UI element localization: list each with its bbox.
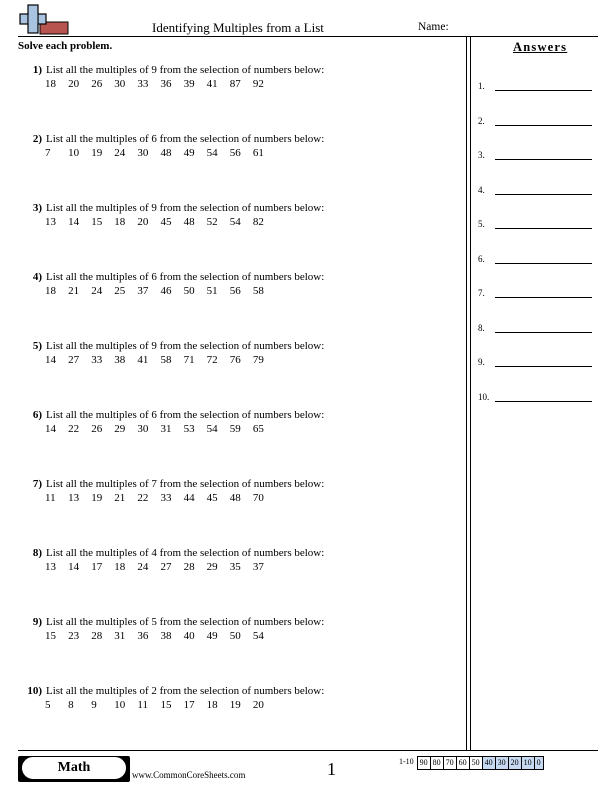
selection-number: 14: [45, 423, 56, 435]
problem-question: List all the multiples of 5 from the selection of numbers below:: [46, 616, 325, 628]
selection-number: 7: [45, 147, 51, 159]
selection-number: 30: [137, 147, 149, 159]
selection-number: 33: [91, 354, 103, 366]
selection-number: 71: [183, 354, 195, 366]
selection-number: 24: [91, 285, 103, 297]
selection-number: 25: [114, 285, 126, 297]
selection-number: 54: [206, 147, 218, 159]
selection-number: 17: [183, 699, 195, 711]
site-url: www.CommonCoreSheets.com: [132, 770, 246, 780]
selection-number: 31: [160, 423, 172, 435]
selection-number: 56: [229, 285, 241, 297]
selection-number: 56: [229, 147, 241, 159]
selection-number: 13: [45, 561, 56, 573]
selection-number: 24: [137, 561, 149, 573]
selection-number: 70: [252, 492, 264, 504]
problem-question: List all the multiples of 2 from the selection of numbers below:: [46, 685, 325, 697]
problem-question: List all the multiples of 6 from the selection of numbers below:: [46, 409, 325, 421]
instructions: Solve each problem.: [18, 40, 113, 52]
problem-number: 9): [32, 616, 42, 628]
selection-number: 87: [229, 78, 241, 90]
problem-number: 1): [32, 64, 42, 76]
selection-number: 10: [68, 147, 80, 159]
selection-number: 27: [160, 561, 172, 573]
selection-number: 8: [68, 699, 74, 711]
selection-number: 15: [91, 216, 103, 228]
selection-number: 39: [183, 78, 195, 90]
score-cell: 90: [417, 756, 431, 770]
score-range-label: 1-10: [399, 757, 414, 766]
selection-number: 59: [229, 423, 241, 435]
answer-number: 7.: [478, 288, 485, 298]
selection-number: 36: [137, 630, 149, 642]
answer-row: [478, 390, 596, 404]
selection-number: 24: [114, 147, 126, 159]
number-selection: [45, 561, 276, 573]
selection-number: 40: [183, 630, 195, 642]
selection-number: 28: [183, 561, 195, 573]
number-selection: [45, 78, 276, 90]
answer-blank[interactable]: [495, 90, 592, 91]
selection-number: 41: [206, 78, 218, 90]
selection-number: 48: [160, 147, 172, 159]
answer-number: 10.: [478, 392, 490, 402]
answer-blank[interactable]: [495, 401, 592, 402]
answer-row: [478, 252, 596, 266]
page-number: 1: [327, 759, 336, 779]
selection-number: 19: [91, 492, 103, 504]
selection-number: 61: [252, 147, 264, 159]
answer-row: [478, 148, 596, 162]
selection-number: 26: [91, 78, 103, 90]
selection-number: 15: [160, 699, 172, 711]
problem-question: List all the multiples of 6 from the selection of numbers below:: [46, 133, 325, 145]
selection-number: 14: [45, 354, 56, 366]
selection-number: 21: [68, 285, 80, 297]
selection-number: 18: [114, 561, 126, 573]
answer-number: 8.: [478, 323, 485, 333]
selection-number: 19: [91, 147, 103, 159]
answer-number: 9.: [478, 357, 485, 367]
selection-number: 48: [183, 216, 195, 228]
selection-number: 54: [252, 630, 264, 642]
problem-question: List all the multiples of 6 from the selection of numbers below:: [46, 271, 325, 283]
number-selection: [45, 699, 276, 711]
selection-number: 44: [183, 492, 195, 504]
answer-blank[interactable]: [495, 125, 592, 126]
selection-number: 51: [206, 285, 218, 297]
answer-row: [478, 217, 596, 231]
problem-number: 7): [32, 478, 42, 490]
selection-number: 38: [160, 630, 172, 642]
selection-number: 30: [114, 78, 126, 90]
problem-question: List all the multiples of 4 from the selection of numbers below:: [46, 547, 325, 559]
selection-number: 79: [252, 354, 264, 366]
selection-number: 21: [114, 492, 126, 504]
selection-number: 30: [137, 423, 149, 435]
selection-number: 11: [45, 492, 56, 504]
selection-number: 50: [229, 630, 241, 642]
score-cell: 80: [430, 756, 444, 770]
column-divider: [470, 37, 471, 750]
worksheet-title: Identifying Multiples from a List: [152, 20, 324, 35]
problem-number: 10): [27, 685, 42, 697]
selection-number: 19: [229, 699, 241, 711]
selection-number: 49: [206, 630, 218, 642]
selection-number: 9: [91, 699, 97, 711]
answer-row: [478, 114, 596, 128]
selection-number: 48: [229, 492, 241, 504]
answer-row: [478, 321, 596, 335]
score-cell: 30: [495, 756, 509, 770]
selection-number: 27: [68, 354, 80, 366]
subject-badge: Math: [21, 756, 127, 780]
plus-minus-logo: [18, 4, 70, 38]
answer-row: [478, 286, 596, 300]
answer-number: 2.: [478, 116, 485, 126]
problem-number: 2): [32, 133, 42, 145]
selection-number: 45: [206, 492, 218, 504]
number-selection: [45, 630, 276, 642]
selection-number: 20: [252, 699, 264, 711]
footer-divider: [18, 750, 598, 751]
number-selection: [45, 285, 276, 297]
answer-number: 1.: [478, 81, 485, 91]
selection-number: 5: [45, 699, 51, 711]
selection-number: 33: [137, 78, 149, 90]
score-cell: 60: [456, 756, 470, 770]
answer-blank[interactable]: [495, 297, 592, 298]
answer-row: [478, 183, 596, 197]
selection-number: 28: [91, 630, 103, 642]
name-label: Name:: [418, 21, 449, 33]
answer-number: 6.: [478, 254, 485, 264]
selection-number: 23: [68, 630, 80, 642]
selection-number: 35: [229, 561, 241, 573]
selection-number: 26: [91, 423, 103, 435]
selection-number: 38: [114, 354, 126, 366]
number-selection: [45, 423, 276, 435]
selection-number: 54: [229, 216, 241, 228]
score-cell: 10: [521, 756, 535, 770]
problem-number: 4): [32, 271, 42, 283]
score-cell: 20: [508, 756, 522, 770]
selection-number: 31: [114, 630, 126, 642]
problem-question: List all the multiples of 9 from the selection of numbers below:: [46, 64, 325, 76]
selection-number: 37: [137, 285, 149, 297]
answer-number: 4.: [478, 185, 485, 195]
selection-number: 18: [206, 699, 218, 711]
selection-number: 46: [160, 285, 172, 297]
selection-number: 82: [252, 216, 264, 228]
selection-number: 58: [160, 354, 172, 366]
answer-blank[interactable]: [495, 228, 592, 229]
problem-number: 3): [32, 202, 42, 214]
selection-number: 33: [160, 492, 172, 504]
selection-number: 11: [137, 699, 148, 711]
selection-number: 18: [45, 285, 56, 297]
answer-row: [478, 79, 596, 93]
selection-number: 15: [45, 630, 56, 642]
selection-number: 54: [206, 423, 218, 435]
number-selection: [45, 216, 276, 228]
selection-number: 58: [252, 285, 264, 297]
selection-number: 18: [114, 216, 126, 228]
score-cell: 50: [469, 756, 483, 770]
selection-number: 36: [160, 78, 172, 90]
answer-blank[interactable]: [495, 194, 592, 195]
selection-number: 92: [252, 78, 264, 90]
answer-row: [478, 355, 596, 369]
selection-number: 29: [206, 561, 218, 573]
answer-blank[interactable]: [495, 263, 592, 264]
selection-number: 13: [68, 492, 80, 504]
header-divider: [18, 36, 598, 37]
selection-number: 22: [68, 423, 80, 435]
selection-number: 45: [160, 216, 172, 228]
selection-number: 49: [183, 147, 195, 159]
score-cell: 0: [534, 756, 544, 770]
selection-number: 14: [68, 216, 80, 228]
selection-number: 53: [183, 423, 195, 435]
answer-blank[interactable]: [495, 366, 592, 367]
answer-number: 5.: [478, 219, 485, 229]
problem-question: List all the multiples of 9 from the selection of numbers below:: [46, 202, 325, 214]
selection-number: 14: [68, 561, 80, 573]
selection-number: 10: [114, 699, 126, 711]
selection-number: 41: [137, 354, 149, 366]
problem-number: 8): [32, 547, 42, 559]
selection-number: 29: [114, 423, 126, 435]
selection-number: 65: [252, 423, 264, 435]
number-selection: [45, 147, 276, 159]
selection-number: 20: [68, 78, 80, 90]
selection-number: 13: [45, 216, 56, 228]
selection-number: 22: [137, 492, 149, 504]
score-scale: [398, 756, 544, 770]
selection-number: 72: [206, 354, 218, 366]
problem-number: 5): [32, 340, 42, 352]
selection-number: 20: [137, 216, 149, 228]
problem-question: List all the multiples of 7 from the selection of numbers below:: [46, 478, 325, 490]
selection-number: 76: [229, 354, 241, 366]
number-selection: [45, 492, 276, 504]
selection-number: 18: [45, 78, 56, 90]
problem-question: List all the multiples of 9 from the selection of numbers below:: [46, 340, 325, 352]
selection-number: 52: [206, 216, 218, 228]
score-cell: 70: [443, 756, 457, 770]
number-selection: [45, 354, 276, 366]
score-cell: 40: [482, 756, 496, 770]
selection-number: 50: [183, 285, 195, 297]
column-divider: [466, 37, 467, 750]
selection-number: 37: [252, 561, 264, 573]
answer-blank[interactable]: [495, 332, 592, 333]
problem-number: 6): [32, 409, 42, 421]
answers-heading: Answers: [513, 40, 568, 54]
answer-blank[interactable]: [495, 159, 592, 160]
selection-number: 17: [91, 561, 103, 573]
answer-number: 3.: [478, 150, 485, 160]
